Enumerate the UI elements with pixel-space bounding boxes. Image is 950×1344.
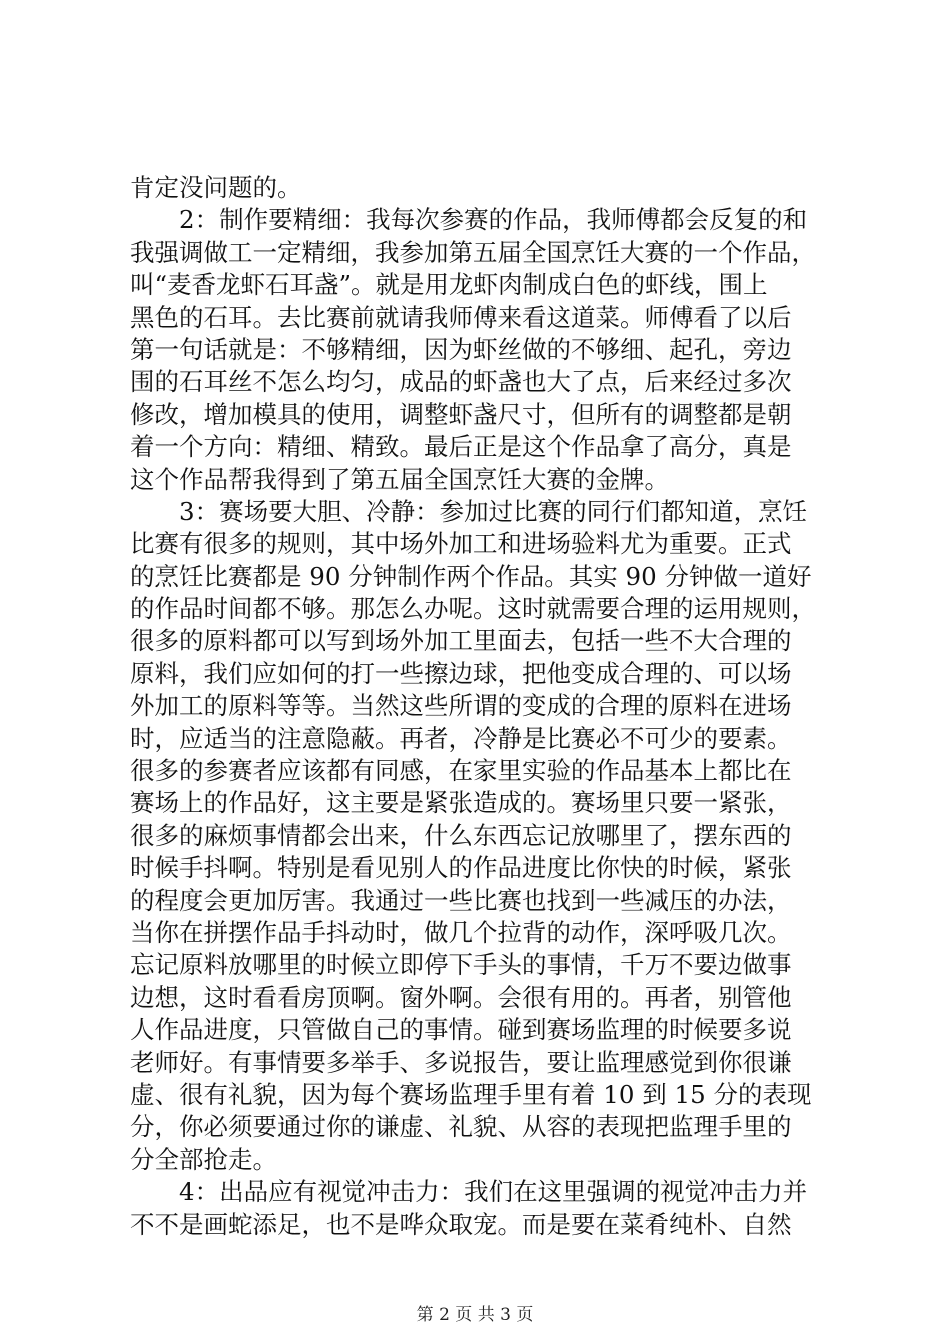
text-line: 围的石耳丝不怎么均匀，成品的虾盏也大了点，后来经过多次 — [130, 367, 792, 397]
text-line: 当你在拼摆作品手抖动时，做几个拉背的动作，深呼吸几次。 — [130, 917, 792, 947]
text-line: 比赛有很多的规则，其中场外加工和进场验料尤为重要。正式 — [130, 529, 792, 559]
text-line: 叫“麦香龙虾石耳盏”。就是用龙虾肉制成白色的虾线，围上 — [130, 270, 768, 300]
text-line: 不不是画蛇添足，也不是哗众取宠。而是要在菜肴纯朴、自然 — [130, 1209, 792, 1239]
text-line: 分，你必须要通过你的谦虚、礼貌、从容的表现把监理手里的 — [130, 1112, 792, 1142]
text-line: 4：出品应有视觉冲击力：我们在这里强调的视觉冲击力并 — [179, 1177, 808, 1207]
text-line: 的程度会更加厉害。我通过一些比赛也找到一些减压的办法， — [130, 885, 792, 915]
text-line: 原料，我们应如何的打一些擦边球，把他变成合理的、可以场 — [130, 658, 792, 688]
text-line: 第一句话就是：不够精细，因为虾丝做的不够细、起孔，旁边 — [130, 334, 792, 364]
text-line: 虚、很有礼貌，因为每个赛场监理手里有着 10 到 15 分的表现 — [130, 1079, 812, 1109]
text-line: 时候手抖啊。特别是看见别人的作品进度比你快的时候，紧张 — [130, 853, 792, 883]
text-line: 人作品进度，只管做自己的事情。碰到赛场监理的时候要多说 — [130, 1015, 792, 1045]
text-line: 我强调做工一定精细，我参加第五届全国烹饪大赛的一个作品， — [130, 237, 816, 267]
text-line: 修改，增加模具的使用，调整虾盏尺寸，但所有的调整都是朝 — [130, 399, 792, 429]
text-line: 的烹饪比赛都是 90 分钟制作两个作品。其实 90 分钟做一道好 — [130, 561, 812, 591]
text-line: 肯定没问题的。 — [130, 173, 302, 202]
text-line: 2：制作要精细：我每次参赛的作品，我师傅都会反复的和 — [179, 205, 808, 235]
text-line: 很多的麻烦事情都会出来，什么东西忘记放哪里了，摆东西的 — [130, 820, 792, 850]
text-line: 分全部抢走。 — [130, 1144, 277, 1174]
text-line: 老师好。有事情要多举手、多说报告，要让监理感觉到你很谦 — [130, 1047, 792, 1077]
text-line: 这个作品帮我得到了第五届全国烹饪大赛的金牌。 — [130, 464, 669, 494]
text-line: 赛场上的作品好，这主要是紧张造成的。赛场里只要一紧张， — [130, 788, 792, 818]
text-line: 忘记原料放哪里的时候立即停下手头的事情，千万不要边做事 — [130, 950, 792, 980]
text-line: 着一个方向：精细、精致。最后正是这个作品拿了高分，真是 — [130, 432, 792, 462]
text-line: 时，应适当的注意隐蔽。再者，冷静是比赛必不可少的要素。 — [130, 723, 792, 753]
text-line: 的作品时间都不够。那怎么办呢。这时就需要合理的运用规则， — [130, 594, 816, 624]
text-line: 外加工的原料等等。当然这些所谓的变成的合理的原料在进场 — [130, 691, 792, 721]
text-line: 黑色的石耳。去比赛前就请我师傅来看这道菜。师傅看了以后 — [130, 302, 792, 332]
text-line: 3：赛场要大胆、冷静：参加过比赛的同行们都知道，烹饪 — [179, 496, 808, 526]
page-footer: 第 2 页 共 3 页 — [416, 1305, 534, 1325]
text-line: 边想，这时看看房顶啊。窗外啊。会很有用的。再者，别管他 — [130, 982, 792, 1012]
document-body — [130, 172, 830, 1241]
text-line: 很多的原料都可以写到场外加工里面去，包括一些不大合理的 — [130, 626, 792, 656]
text-line: 很多的参赛者应该都有同感，在家里实验的作品基本上都比在 — [130, 756, 792, 786]
